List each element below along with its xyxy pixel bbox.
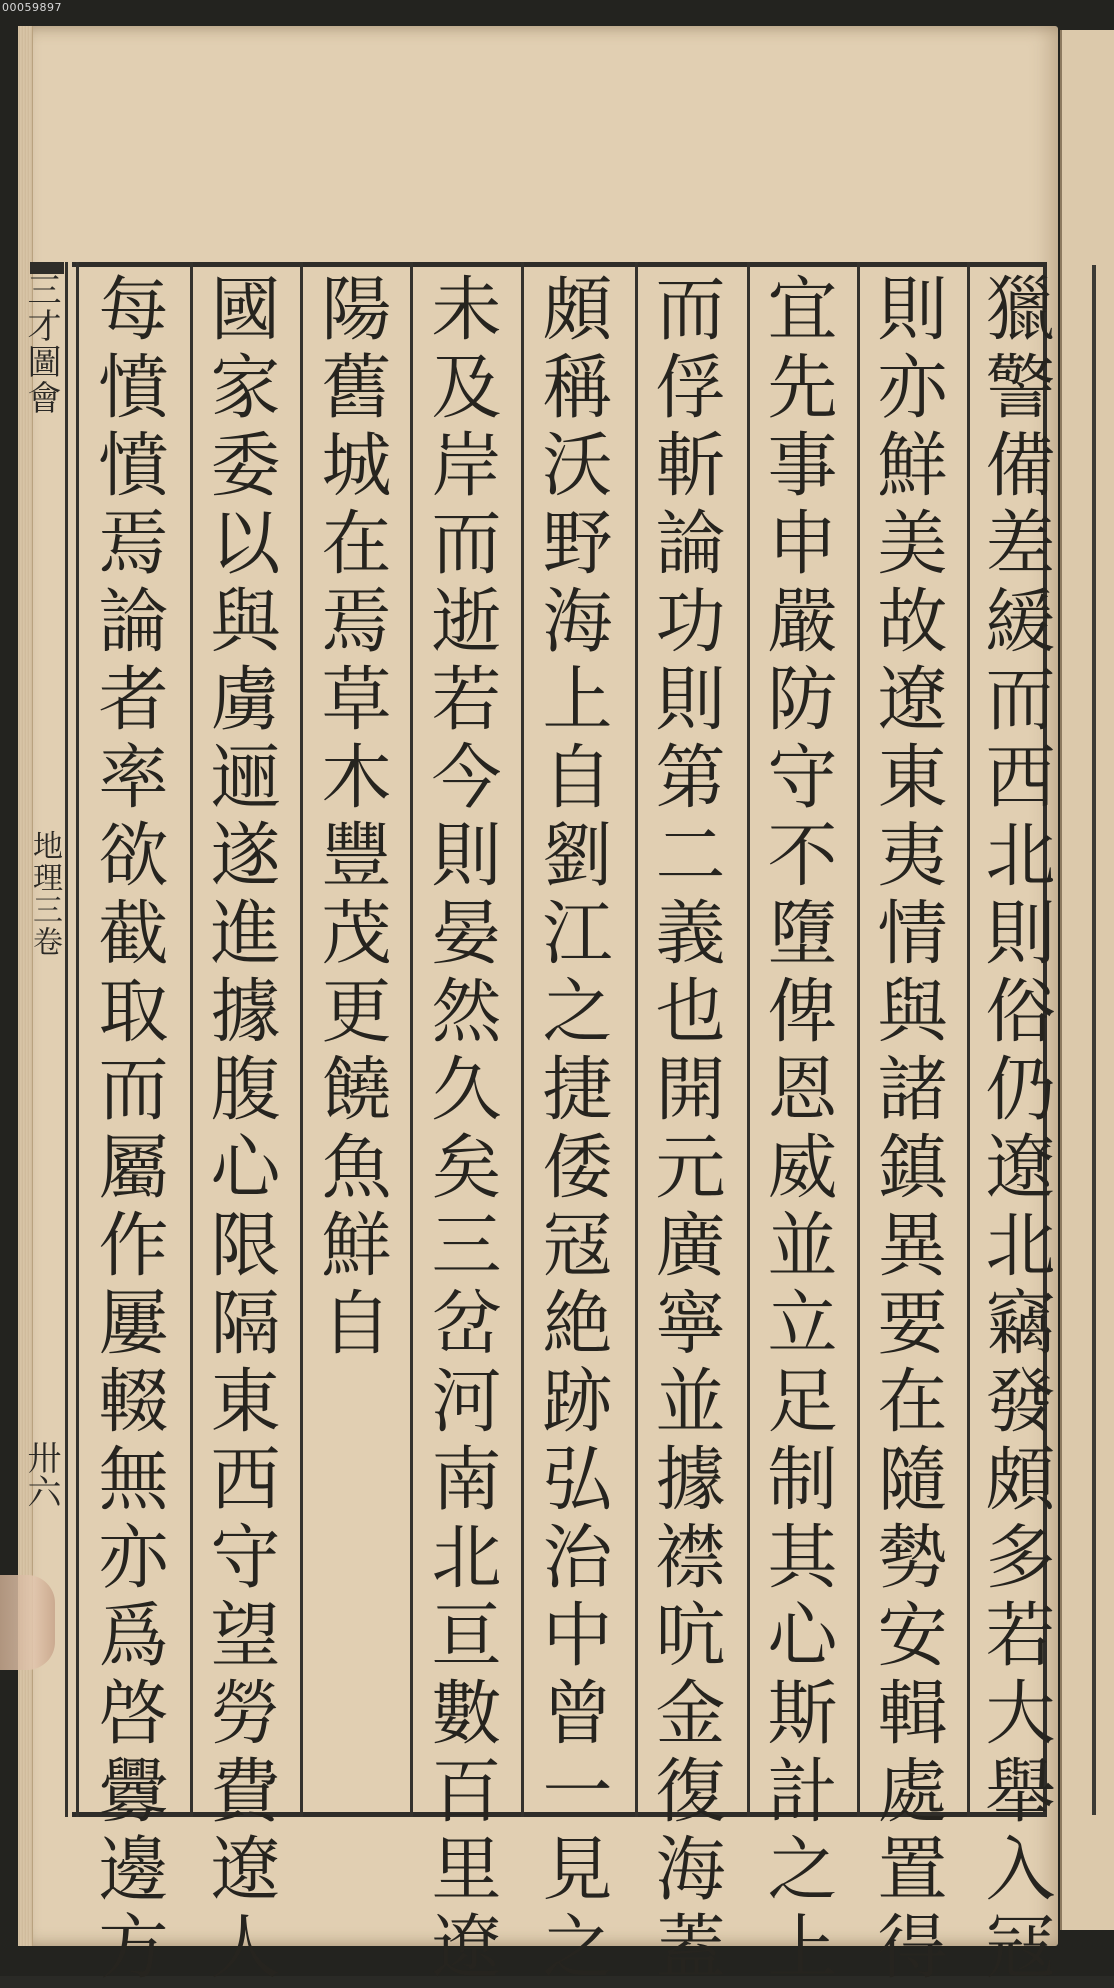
next-page-edge bbox=[1060, 30, 1114, 1930]
text-column: 獵警備差緩而西北則俗仍遼北竊發頗多若大舉入冦 bbox=[974, 272, 1056, 1988]
column-rule bbox=[521, 262, 524, 1817]
column-rule bbox=[410, 262, 413, 1817]
text-column: 而俘斬論功則第二義也開元廣寧並據襟吭金復海蓋 bbox=[644, 272, 726, 1988]
next-page-border-line bbox=[1092, 265, 1096, 1815]
text-column: 則亦鮮美故遼東夷情與諸鎮異要在隨勢安輯處置得 bbox=[866, 272, 948, 1988]
banxin-book-title: 三才圖會 bbox=[21, 272, 61, 416]
column-rule bbox=[300, 262, 303, 1817]
text-column: 國家委以與虜逦遂進據腹心限隔東西守望勞費遼人 bbox=[199, 272, 281, 1988]
text-column: 每憤憤焉論者率欲截取而屬作屢輟無亦爲啓釁邊方 bbox=[87, 272, 169, 1988]
banxin-section-label: 地理三卷 bbox=[27, 830, 62, 958]
banxin-page-number: 卅六 bbox=[21, 1440, 61, 1508]
column-rule bbox=[190, 262, 193, 1817]
text-column: 陽舊城在焉草木豐茂更饒魚鮮自 bbox=[310, 272, 392, 1364]
text-column: 頗稱沃野海上自劉江之捷倭冦絶跡弘治中曾一見之 bbox=[531, 272, 613, 1988]
column-rule bbox=[635, 262, 638, 1817]
text-column: 未及岸而逝若今則晏然久矣三岔河南北亘數百里遼 bbox=[420, 272, 502, 1988]
column-rule bbox=[747, 262, 750, 1817]
column-rule bbox=[967, 262, 970, 1817]
scan-id-label: 00059897 bbox=[2, 1, 62, 14]
text-column: 宜先事申嚴防守不墮俾恩威並立足制其心斯計之上 bbox=[756, 272, 838, 1988]
column-rule bbox=[857, 262, 860, 1817]
column-rule bbox=[76, 262, 79, 1817]
